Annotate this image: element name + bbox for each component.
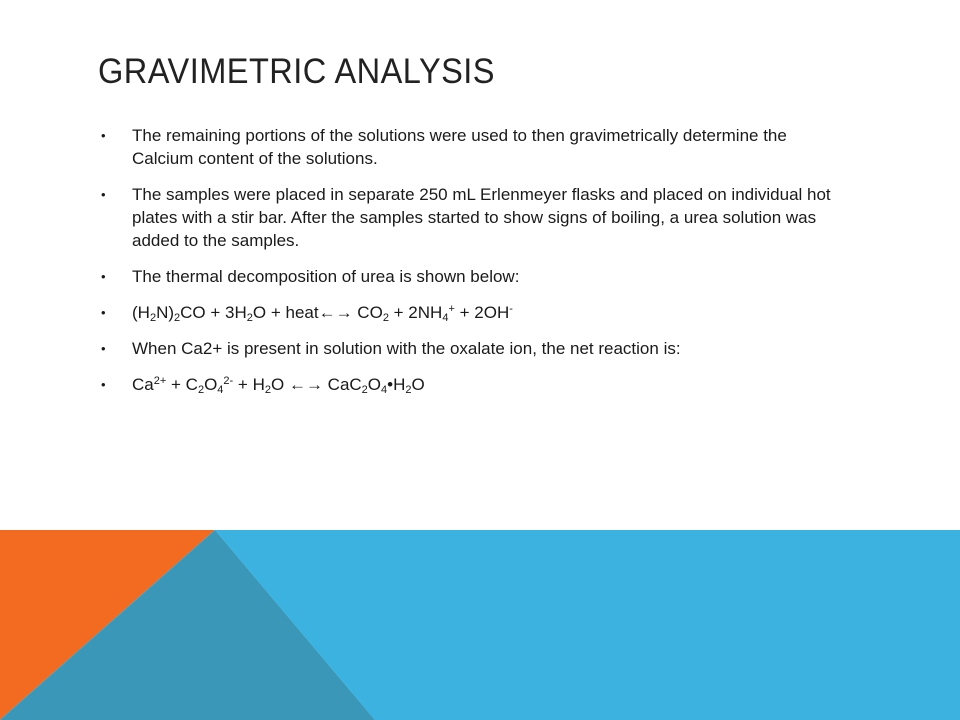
slide-title: GRAVIMETRIC ANALYSIS — [98, 52, 495, 91]
bullet-dot-icon: • — [101, 305, 106, 320]
bullet-item — [101, 301, 841, 324]
bullet-item — [101, 183, 841, 252]
double-arrow-icon: ←→ — [288, 375, 323, 394]
bullet-item — [101, 265, 841, 288]
bullet-dot-icon: • — [101, 269, 106, 284]
bullet-text: The thermal decomposition of urea is shown below: — [132, 267, 520, 286]
double-arrow-icon: ←→ — [318, 303, 353, 322]
calcium-oxalate-equation: $Ca^{2+} + C_2O_4^{2-} + H_2O$ ←→ $CaC_2O_4•H_2O$ — [132, 375, 425, 396]
bullet-dot-icon: • — [101, 341, 106, 356]
bullet-list — [101, 124, 841, 409]
bullet-item — [101, 124, 841, 170]
bullet-text: When Ca2+ is present in solution with the oxalate ion, the net reaction is: — [132, 339, 681, 358]
bullet-dot-icon: • — [101, 377, 106, 392]
urea-decomposition-equation: $(H_2N)_2CO + 3H_2O$ + heat←→ $CO_2 + 2NH_4^+ + 2OH^-$ — [132, 303, 513, 324]
bullet-item — [101, 337, 841, 360]
bullet-text: The remaining portions of the solutions were used to then gravimetrically determine the Calcium content of the solutions. — [132, 126, 787, 168]
bullet-item — [101, 373, 841, 396]
bullet-text: The samples were placed in separate 250 mL Erlenmeyer flasks and placed on individual hot plates with a stir bar. After the samples started to show signs of boiling, a urea solution was added to the samples. — [132, 185, 831, 250]
bullet-dot-icon: • — [101, 187, 106, 202]
bullet-dot-icon: • — [101, 128, 106, 143]
